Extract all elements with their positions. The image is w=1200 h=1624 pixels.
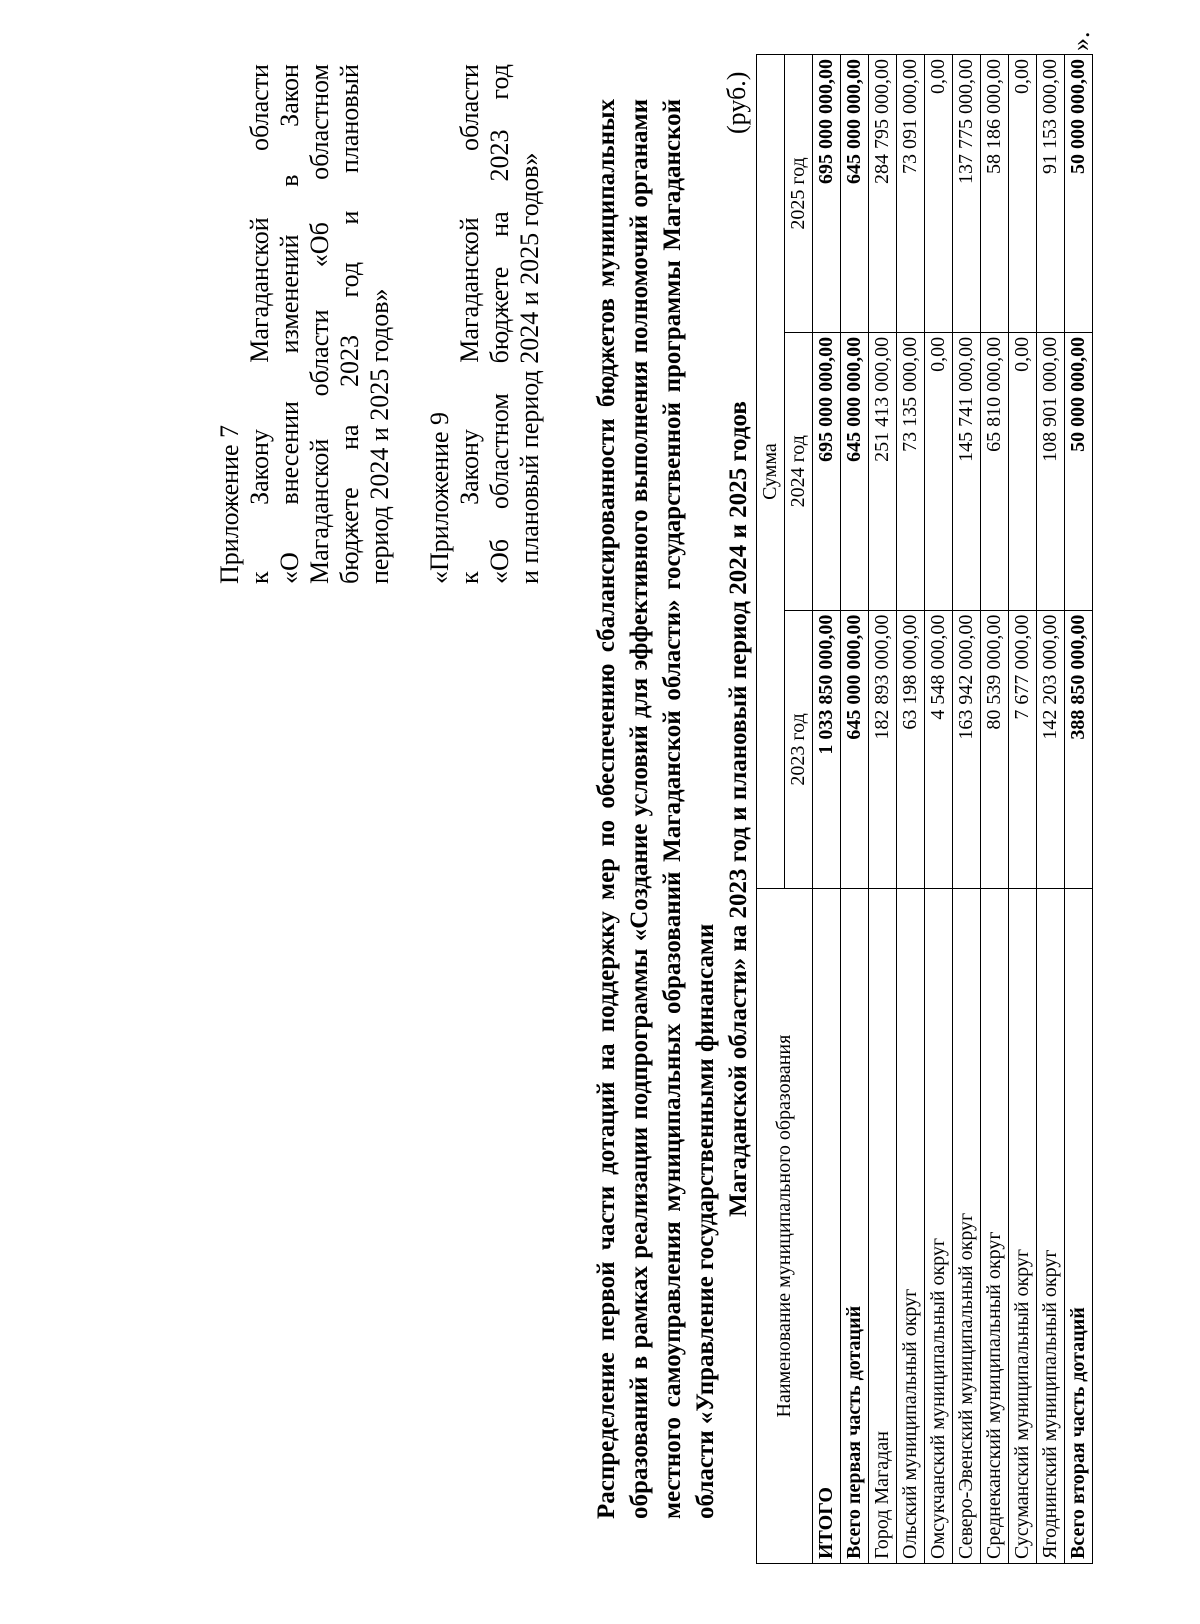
document-title — [590, 99, 755, 1519]
table-row — [925, 55, 953, 1564]
municipality-name: Всего вторая часть дотаций — [1065, 889, 1093, 1564]
header-sum: Сумма — [757, 55, 785, 889]
header-municipality: Наименование муниципального образования — [757, 889, 813, 1564]
word: Закон — [275, 64, 304, 127]
word: бюджете — [485, 266, 514, 364]
municipality-name: Омсукчанский муниципальный округ — [925, 889, 953, 1564]
word: областном — [485, 393, 514, 510]
word: Приложение 7 — [215, 424, 244, 584]
amount-cell: 80 539 000,00 — [981, 610, 1009, 889]
amount-cell: 73 091 000,00 — [897, 55, 925, 333]
header-year-2024: 2024 год — [785, 332, 813, 610]
word: на — [485, 211, 514, 237]
amount-cell: 645 000 000,00 — [841, 610, 869, 889]
municipality-name: Сусуманский муниципальный округ — [1009, 889, 1037, 1564]
word: области — [245, 64, 274, 151]
amount-cell: 645 000 000,00 — [841, 332, 869, 610]
municipality-name: Всего первая часть дотаций — [841, 889, 869, 1564]
word: и — [335, 210, 364, 225]
closing-quote: ». — [1066, 31, 1095, 51]
appendix7-line — [335, 64, 365, 584]
word: изменений — [275, 234, 304, 354]
amount-cell: 91 153 000,00 — [1037, 55, 1065, 333]
word: области — [305, 309, 334, 397]
unit-label: (руб.) — [722, 71, 751, 134]
word: «Об — [485, 538, 514, 584]
word: Магаданской — [245, 217, 274, 363]
amount-cell: 1 033 850 000,00 — [813, 610, 841, 889]
amount-cell: 0,00 — [1009, 55, 1037, 333]
word: и плановый период 2024 и 2025 годов» — [515, 152, 544, 584]
appendix-7-heading — [215, 64, 395, 584]
table-row — [981, 55, 1009, 1564]
amount-cell: 163 942 000,00 — [953, 610, 981, 889]
table-row — [869, 55, 897, 1564]
amount-cell: 251 413 000,00 — [869, 332, 897, 610]
amount-cell: 73 135 000,00 — [897, 332, 925, 610]
word: области — [455, 64, 484, 151]
word: Магаданской — [305, 438, 334, 584]
amount-cell: 0,00 — [925, 332, 953, 610]
word: год — [335, 261, 364, 298]
word: год — [485, 64, 514, 100]
amount-cell: 50 000 000,00 — [1065, 332, 1093, 610]
table-row — [1065, 55, 1093, 1564]
municipality-name: Ягоднинский муниципальный округ — [1037, 889, 1065, 1564]
municipality-name: ИТОГО — [813, 889, 841, 1564]
amount-cell: 284 795 000,00 — [869, 55, 897, 333]
appendix7-line — [215, 64, 245, 584]
amount-cell: 695 000 000,00 — [813, 332, 841, 610]
municipality-name: Ольский муниципальный округ — [897, 889, 925, 1564]
word: 2023 — [485, 129, 514, 182]
subsidy-distribution-table — [756, 54, 1093, 1564]
municipality-name: Северо-Эвенский муниципальный округ — [953, 889, 981, 1564]
table-row — [1037, 55, 1065, 1564]
header-year-2025: 2025 год — [785, 55, 813, 333]
table-row — [841, 55, 869, 1564]
word: в — [275, 174, 304, 187]
word: «Об — [305, 222, 334, 268]
amount-cell: 108 901 000,00 — [1037, 332, 1065, 610]
table-row — [813, 55, 841, 1564]
amount-cell: 63 198 000,00 — [897, 610, 925, 889]
amount-cell: 388 850 000,00 — [1065, 610, 1093, 889]
amount-cell: 65 810 000,00 — [981, 332, 1009, 610]
word: плановый — [335, 64, 364, 174]
title-last-line: Магаданской области» на 2023 год и плановый период 2024 и 2025 годов — [725, 401, 752, 1217]
table-row — [953, 55, 981, 1564]
amount-cell: 137 775 000,00 — [953, 55, 981, 333]
title-text: Распределение первой части дотаций на поддержку мер по обеспечению сбалансированности бюджетов муниципальных образований в рамках реализации подпрограммы «Создание условий для эффективного выполнения полномочий органами местного самоуправления муниципальных образований Магаданской области» государственной программы Магаданской области «Управление государственными финансами — [593, 99, 719, 1519]
appendix9-line — [515, 64, 545, 584]
appendix-9-heading — [425, 64, 545, 584]
word: внесении — [275, 401, 304, 505]
table-row — [1009, 55, 1037, 1564]
municipality-name: Среднеканский муниципальный округ — [981, 889, 1009, 1564]
amount-cell: 0,00 — [1009, 332, 1037, 610]
word: Закону — [455, 429, 484, 505]
word: на — [335, 424, 364, 450]
word: 2023 — [335, 334, 364, 387]
amount-cell: 0,00 — [925, 55, 953, 333]
appendix7-line — [305, 64, 335, 584]
word: к — [245, 571, 274, 584]
word: Магаданской — [455, 217, 484, 363]
word: к — [455, 571, 484, 584]
appendix7-line — [245, 64, 275, 584]
word: «Приложение 9 — [425, 411, 454, 584]
appendix9-line — [455, 64, 485, 584]
appendix9-line — [485, 64, 515, 584]
amount-cell: 50 000 000,00 — [1065, 55, 1093, 333]
appendix7-line — [275, 64, 305, 584]
amount-cell: 145 741 000,00 — [953, 332, 981, 610]
municipality-name: Город Магадан — [869, 889, 897, 1564]
appendix9-line — [425, 64, 455, 584]
appendix7-line — [365, 64, 395, 584]
header-year-2023: 2023 год — [785, 610, 813, 889]
word: период 2024 и 2025 годов» — [365, 288, 394, 584]
amount-cell: 645 000 000,00 — [841, 55, 869, 333]
word: областном — [305, 64, 334, 180]
amount-cell: 142 203 000,00 — [1037, 610, 1065, 889]
amount-cell: 58 186 000,00 — [981, 55, 1009, 333]
amount-cell: 7 677 000,00 — [1009, 610, 1037, 889]
amount-cell: 182 893 000,00 — [869, 610, 897, 889]
amount-cell: 4 548 000,00 — [925, 610, 953, 889]
table-row — [897, 55, 925, 1564]
word: Закону — [245, 429, 274, 505]
word: «О — [275, 552, 304, 584]
amount-cell: 695 000 000,00 — [813, 55, 841, 333]
word: бюджете — [335, 487, 364, 584]
